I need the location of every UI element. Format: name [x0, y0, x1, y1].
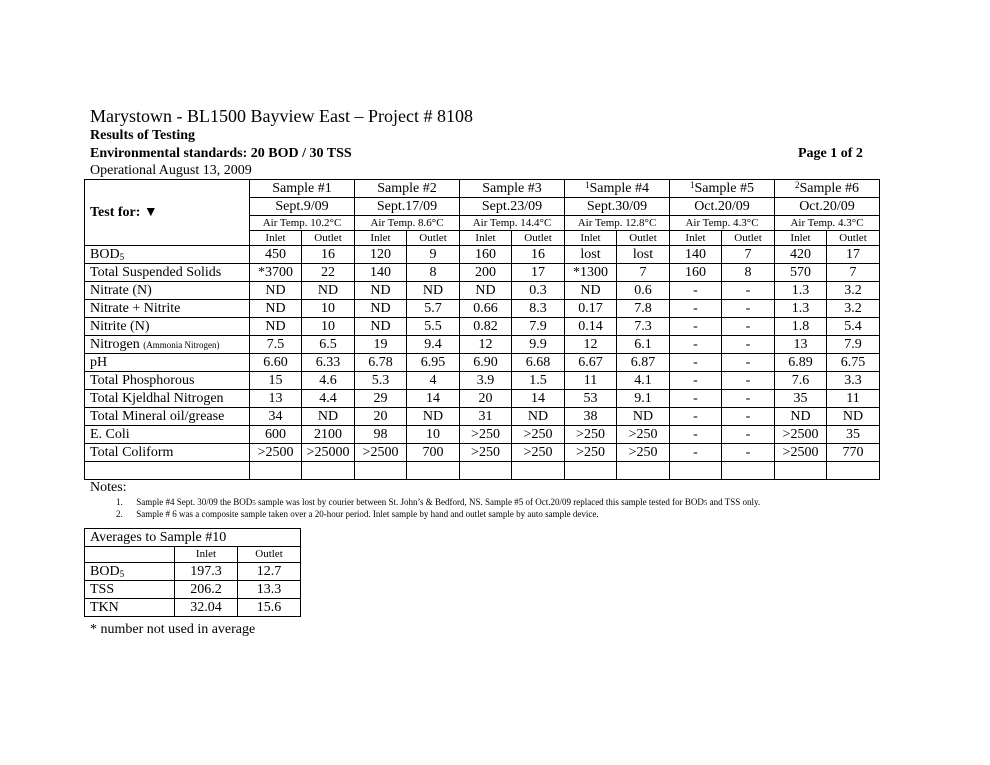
note-text: and TSS only.	[707, 497, 761, 507]
table-row	[85, 264, 880, 282]
empty-cell	[85, 462, 250, 480]
table-cell: 13	[250, 390, 302, 408]
table-cell: >250	[512, 426, 565, 444]
outlet-header: Outlet	[407, 231, 460, 246]
table-cell: ND	[355, 282, 407, 300]
table-cell: 8.3	[512, 300, 565, 318]
table-cell: >250	[460, 444, 512, 462]
table-cell: >250	[512, 444, 565, 462]
row-label	[85, 426, 250, 444]
sample-header	[250, 180, 355, 198]
sample-date: Sept.23/09	[460, 198, 565, 216]
table-cell: 14	[512, 390, 565, 408]
table-cell: -	[670, 426, 722, 444]
test-for-text: Test for: ▼	[90, 204, 158, 220]
table-cell: 160	[460, 246, 512, 264]
table-cell: 10	[302, 300, 355, 318]
table-cell: 17	[827, 246, 880, 264]
table-cell: 0.82	[460, 318, 512, 336]
notes-title: Notes:	[90, 480, 127, 495]
table-row	[85, 336, 880, 354]
table-cell: >250	[617, 426, 670, 444]
table-cell: 770	[827, 444, 880, 462]
table-cell: ND	[460, 282, 512, 300]
row-label-text: Total Mineral oil/grease	[90, 408, 225, 424]
sample-header	[460, 180, 565, 198]
averages-outlet-value: 12.7	[238, 563, 301, 581]
row-label	[85, 354, 250, 372]
table-cell: -	[670, 390, 722, 408]
results-subtitle: Results of Testing	[90, 128, 196, 143]
table-cell: 10	[407, 426, 460, 444]
table-cell: 6.90	[460, 354, 512, 372]
table-cell: -	[670, 444, 722, 462]
table-row	[85, 300, 880, 318]
row-label	[85, 246, 250, 264]
table-cell: 6.78	[355, 354, 407, 372]
table-row	[85, 408, 880, 426]
table-cell: -	[670, 300, 722, 318]
table-cell: 9	[407, 246, 460, 264]
table-cell: -	[722, 408, 775, 426]
averages-title: Averages to Sample #10	[85, 529, 301, 547]
table-cell: 9.4	[407, 336, 460, 354]
table-cell: 6.33	[302, 354, 355, 372]
sample-name: Sample #1	[272, 180, 332, 196]
table-cell: ND	[355, 300, 407, 318]
table-row	[85, 246, 880, 264]
inlet-header: Inlet	[460, 231, 512, 246]
row-label-note: (Ammonia Nitrogen)	[143, 339, 220, 350]
table-cell: ND	[250, 318, 302, 336]
table-cell: 15	[250, 372, 302, 390]
table-cell: 3.9	[460, 372, 512, 390]
note-item	[116, 509, 599, 519]
table-cell: >250	[565, 444, 617, 462]
averages-row	[85, 599, 301, 617]
outlet-header: Outlet	[722, 231, 775, 246]
empty-cell	[250, 462, 302, 480]
row-label	[85, 390, 250, 408]
empty-cell	[827, 462, 880, 480]
averages-row-label	[85, 581, 175, 599]
table-cell: 6.60	[250, 354, 302, 372]
table-cell: >2500	[775, 426, 827, 444]
row-label-text: Nitrogen	[90, 336, 140, 352]
table-cell: 140	[670, 246, 722, 264]
table-cell: >250	[460, 426, 512, 444]
empty-cell	[722, 462, 775, 480]
table-cell: 6.95	[407, 354, 460, 372]
table-cell: 5.5	[407, 318, 460, 336]
table-cell: 16	[512, 246, 565, 264]
row-label-text: Total Suspended Solids	[90, 264, 222, 280]
table-cell: *1300	[565, 264, 617, 282]
table-cell: 3.2	[827, 300, 880, 318]
table-cell: ND	[250, 282, 302, 300]
table-cell: -	[722, 390, 775, 408]
sample-date: Sept.17/09	[355, 198, 460, 216]
empty-cell	[302, 462, 355, 480]
sample-name-row	[85, 180, 880, 198]
table-cell: -	[670, 372, 722, 390]
sample-date: Sept.9/09	[250, 198, 355, 216]
table-cell: 11	[827, 390, 880, 408]
sample-date: Sept.30/09	[565, 198, 670, 216]
table-cell: 140	[355, 264, 407, 282]
table-cell: ND	[302, 408, 355, 426]
table-cell: 20	[355, 408, 407, 426]
table-cell: 700	[407, 444, 460, 462]
table-cell: ND	[355, 318, 407, 336]
table-cell: ND	[407, 282, 460, 300]
table-cell: 9.9	[512, 336, 565, 354]
row-label-text: Total Kjeldhal Nitrogen	[90, 390, 224, 406]
table-cell: 2100	[302, 426, 355, 444]
table-cell: 98	[355, 426, 407, 444]
table-cell: 0.3	[512, 282, 565, 300]
table-cell: >2500	[250, 444, 302, 462]
note-item	[116, 497, 760, 507]
sample-name: Sample #5	[694, 180, 754, 196]
air-temp: Air Temp. 10.2°C	[250, 216, 355, 231]
table-cell: 6.67	[565, 354, 617, 372]
operational-date: Operational August 13, 2009	[90, 163, 252, 178]
sample-name: Sample #2	[377, 180, 437, 196]
table-row	[85, 372, 880, 390]
table-cell: 3.3	[827, 372, 880, 390]
table-cell: 16	[302, 246, 355, 264]
table-cell: 6.75	[827, 354, 880, 372]
standards-line: Environmental standards: 20 BOD / 30 TSS	[90, 146, 352, 161]
table-cell: 7.9	[827, 336, 880, 354]
air-temp: Air Temp. 12.8°C	[565, 216, 670, 231]
page-title: Marystown - BL1500 Bayview East – Project # 8108	[90, 106, 473, 126]
air-temp: Air Temp. 8.6°C	[355, 216, 460, 231]
table-cell: 4.6	[302, 372, 355, 390]
table-cell: 450	[250, 246, 302, 264]
sample-footnote-mark: 2	[795, 179, 800, 190]
note-subscript: 5	[252, 499, 256, 507]
sample-name: Sample #6	[799, 180, 859, 196]
table-cell: 570	[775, 264, 827, 282]
table-cell: 0.14	[565, 318, 617, 336]
table-row	[85, 444, 880, 462]
row-label-text: E. Coli	[90, 426, 130, 442]
row-label-text: Total Coliform	[90, 444, 174, 460]
inlet-header: Inlet	[775, 231, 827, 246]
sample-header	[670, 180, 775, 198]
table-cell: 7.5	[250, 336, 302, 354]
averages-outlet-value: 13.3	[238, 581, 301, 599]
table-cell: 7.8	[617, 300, 670, 318]
sample-name: Sample #4	[589, 180, 649, 196]
table-cell: -	[722, 426, 775, 444]
table-cell: 4	[407, 372, 460, 390]
averages-inlet-header: Inlet	[175, 547, 238, 563]
table-cell: 29	[355, 390, 407, 408]
sample-header	[355, 180, 460, 198]
table-cell: -	[670, 282, 722, 300]
table-cell: ND	[250, 300, 302, 318]
averages-footnote: * number not used in average	[90, 622, 256, 637]
note-subscript: 5	[703, 499, 708, 507]
table-cell: >250	[617, 444, 670, 462]
averages-row	[85, 563, 301, 581]
table-cell: 200	[460, 264, 512, 282]
results-table	[84, 179, 880, 480]
table-cell: ND	[617, 408, 670, 426]
table-cell: 1.3	[775, 282, 827, 300]
table-row	[85, 354, 880, 372]
table-cell: 0.17	[565, 300, 617, 318]
row-label-text: pH	[90, 354, 108, 370]
blank-row	[85, 462, 880, 480]
table-cell: 8	[722, 264, 775, 282]
outlet-header: Outlet	[617, 231, 670, 246]
table-cell: 22	[302, 264, 355, 282]
table-cell: 1.5	[512, 372, 565, 390]
table-cell: 34	[250, 408, 302, 426]
table-cell: 1.8	[775, 318, 827, 336]
table-cell: *3700	[250, 264, 302, 282]
table-cell: 5.7	[407, 300, 460, 318]
row-label	[85, 264, 250, 282]
air-temp: Air Temp. 14.4°C	[460, 216, 565, 231]
row-label-text: Nitrate + Nitrite	[90, 300, 181, 316]
note-number: 2.	[116, 509, 123, 519]
row-label-subscript: 5	[119, 251, 125, 262]
table-cell: 8	[407, 264, 460, 282]
table-row	[85, 282, 880, 300]
empty-cell	[617, 462, 670, 480]
table-cell: 31	[460, 408, 512, 426]
table-cell: 13	[775, 336, 827, 354]
empty-cell	[670, 462, 722, 480]
sample-name: Sample #3	[482, 180, 542, 196]
table-cell: 14	[407, 390, 460, 408]
table-cell: 7	[722, 246, 775, 264]
table-cell: 9.1	[617, 390, 670, 408]
table-cell: -	[670, 318, 722, 336]
air-temp: Air Temp. 4.3°C	[775, 216, 880, 231]
table-cell: 20	[460, 390, 512, 408]
table-cell: 12	[565, 336, 617, 354]
note-text: Sample # 6 was a composite sample taken over a 20-hour period. Inlet sample by hand and outlet sample by auto sample device.	[136, 509, 599, 519]
row-label	[85, 372, 250, 390]
averages-label-text: TKN	[90, 599, 119, 615]
table-cell: 6.68	[512, 354, 565, 372]
table-cell: 1.3	[775, 300, 827, 318]
table-cell: 6.87	[617, 354, 670, 372]
averages-inlet-value: 32.04	[175, 599, 238, 617]
sample-header	[565, 180, 670, 198]
table-row	[85, 390, 880, 408]
table-row	[85, 318, 880, 336]
table-cell: 420	[775, 246, 827, 264]
table-cell: 6.89	[775, 354, 827, 372]
sample-header	[775, 180, 880, 198]
sample-footnote-mark: 1	[690, 179, 695, 190]
table-cell: -	[722, 282, 775, 300]
sample-footnote-mark: 1	[585, 179, 590, 190]
table-cell: 38	[565, 408, 617, 426]
air-temp: Air Temp. 4.3°C	[670, 216, 775, 231]
averages-corner	[85, 547, 175, 563]
row-label	[85, 318, 250, 336]
row-label	[85, 336, 250, 354]
table-row	[85, 426, 880, 444]
averages-inlet-value: 206.2	[175, 581, 238, 599]
empty-cell	[512, 462, 565, 480]
table-cell: >250	[565, 426, 617, 444]
table-cell: 53	[565, 390, 617, 408]
row-label-text: Nitrate (N)	[90, 282, 152, 298]
averages-row-label	[85, 563, 175, 581]
table-cell: -	[670, 354, 722, 372]
empty-cell	[775, 462, 827, 480]
table-cell: 4.1	[617, 372, 670, 390]
table-cell: 12	[460, 336, 512, 354]
page-number: Page 1 of 2	[798, 146, 863, 161]
averages-inlet-value: 197.3	[175, 563, 238, 581]
table-cell: 6.1	[617, 336, 670, 354]
row-label	[85, 282, 250, 300]
row-label	[85, 408, 250, 426]
table-cell: 35	[775, 390, 827, 408]
table-cell: 7.9	[512, 318, 565, 336]
row-label-text: Nitrite (N)	[90, 318, 150, 334]
test-for-label	[85, 180, 250, 246]
table-cell: 4.4	[302, 390, 355, 408]
note-text: sample was lost by courier between St. John’s & Bedford, NS. Sample #5 of Oct.20/09 replaced this sample tested for BOD	[255, 497, 704, 507]
row-label-text: BOD	[90, 246, 120, 262]
table-cell: 0.6	[617, 282, 670, 300]
inlet-header: Inlet	[565, 231, 617, 246]
outlet-header: Outlet	[512, 231, 565, 246]
table-cell: -	[722, 444, 775, 462]
empty-cell	[407, 462, 460, 480]
table-cell: ND	[302, 282, 355, 300]
table-cell: -	[670, 336, 722, 354]
table-cell: 160	[670, 264, 722, 282]
table-cell: >2500	[355, 444, 407, 462]
sample-date: Oct.20/09	[775, 198, 880, 216]
averages-table	[84, 528, 301, 617]
averages-label-text: BOD	[90, 563, 120, 579]
empty-cell	[460, 462, 512, 480]
outlet-header: Outlet	[302, 231, 355, 246]
table-cell: lost	[617, 246, 670, 264]
table-cell: 0.66	[460, 300, 512, 318]
table-cell: 5.3	[355, 372, 407, 390]
inlet-header: Inlet	[250, 231, 302, 246]
table-cell: >25000	[302, 444, 355, 462]
table-cell: >2500	[775, 444, 827, 462]
row-label-text: Total Phosphorous	[90, 372, 195, 388]
averages-outlet-value: 15.6	[238, 599, 301, 617]
table-cell: 5.4	[827, 318, 880, 336]
table-cell: -	[722, 318, 775, 336]
table-cell: 7.3	[617, 318, 670, 336]
table-cell: -	[722, 372, 775, 390]
table-cell: ND	[775, 408, 827, 426]
table-cell: 3.2	[827, 282, 880, 300]
table-cell: -	[722, 336, 775, 354]
table-cell: 35	[827, 426, 880, 444]
table-cell: 11	[565, 372, 617, 390]
averages-row-label	[85, 599, 175, 617]
note-number: 1.	[116, 497, 123, 507]
table-cell: -	[670, 408, 722, 426]
table-cell: 7	[617, 264, 670, 282]
table-cell: 7.6	[775, 372, 827, 390]
empty-cell	[355, 462, 407, 480]
table-cell: 600	[250, 426, 302, 444]
averages-row	[85, 581, 301, 599]
table-cell: lost	[565, 246, 617, 264]
inlet-header: Inlet	[670, 231, 722, 246]
table-cell: -	[722, 354, 775, 372]
table-cell: 10	[302, 318, 355, 336]
table-cell: 6.5	[302, 336, 355, 354]
averages-label-text: TSS	[90, 581, 115, 597]
table-cell: 19	[355, 336, 407, 354]
averages-outlet-header: Outlet	[238, 547, 301, 563]
table-cell: -	[722, 300, 775, 318]
table-cell: ND	[565, 282, 617, 300]
empty-cell	[565, 462, 617, 480]
averages-label-subscript: 5	[119, 568, 125, 579]
outlet-header: Outlet	[827, 231, 880, 246]
table-cell: ND	[407, 408, 460, 426]
inlet-header: Inlet	[355, 231, 407, 246]
sample-date: Oct.20/09	[670, 198, 775, 216]
row-label	[85, 300, 250, 318]
table-cell: 7	[827, 264, 880, 282]
row-label	[85, 444, 250, 462]
table-cell: ND	[827, 408, 880, 426]
table-cell: 17	[512, 264, 565, 282]
table-cell: 120	[355, 246, 407, 264]
note-text: Sample #4 Sept. 30/09 the BOD	[136, 497, 253, 507]
table-cell: ND	[512, 408, 565, 426]
